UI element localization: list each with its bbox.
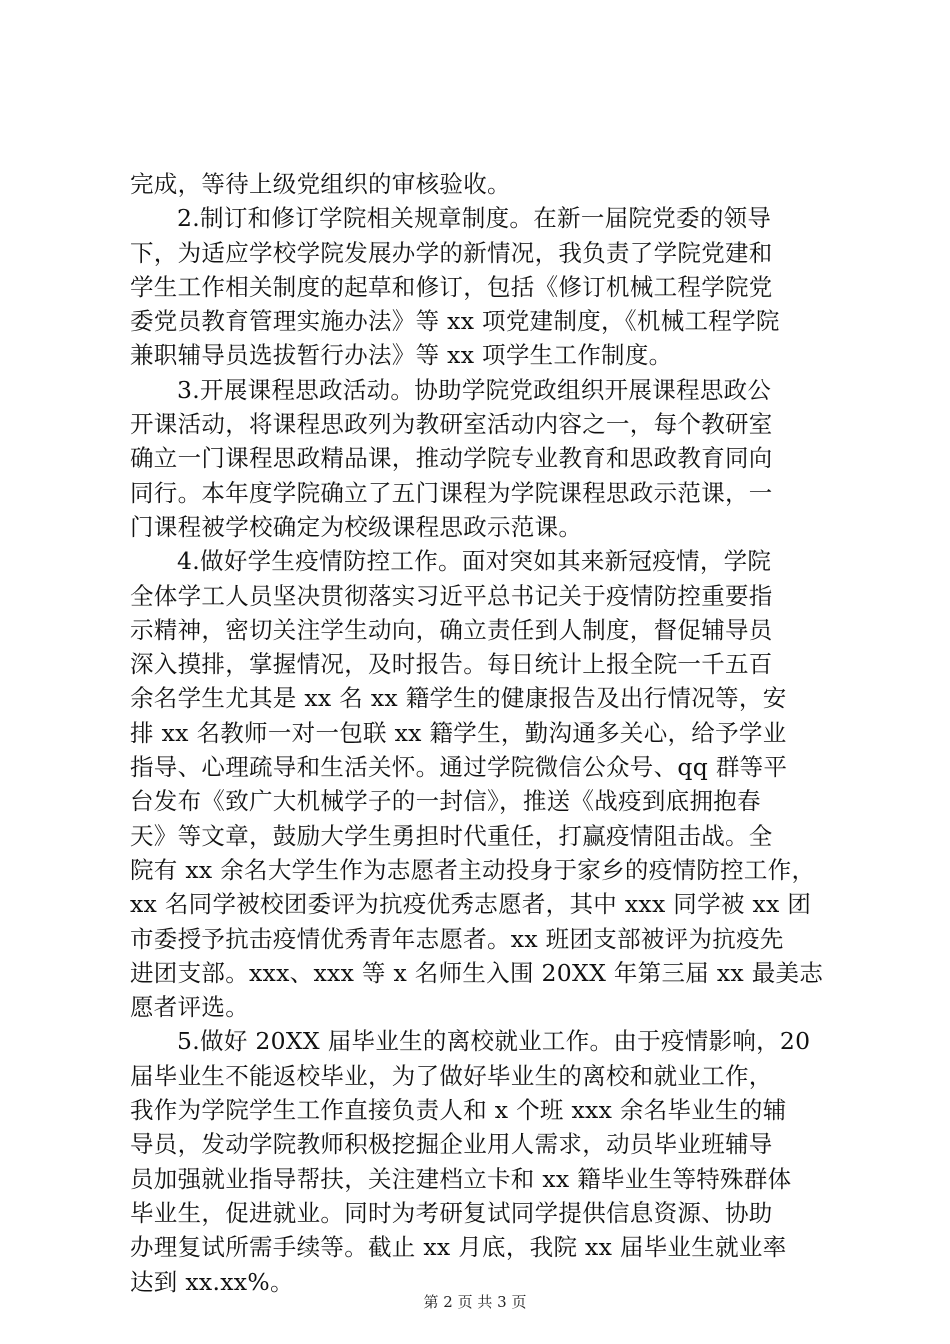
text-line: 届毕业生不能返校毕业，为了做好毕业生的离校和就业工作， [130,1061,773,1090]
text-line: 门课程被学校确定为校级课程思政示范课。 [130,512,583,541]
text-line: 委党员教育管理实施办法》等 xx 项党建制度，《机械工程学院 [130,307,780,336]
text-line: 我作为学院学生工作直接负责人和 x 个班 xxx 余名毕业生的辅 [130,1096,787,1125]
text-line: 毕业生，促进就业。同时为考研复试同学提供信息资源、协助 [130,1198,773,1227]
text-line: 全体学工人员坚决贯彻落实习近平总书记关于疫情防控重要指 [130,581,773,610]
text-line: 排 xx 名教师一对一包联 xx 籍学生，勤沟通多关心，给予学业 [130,718,787,747]
text-line: 院有 xx 余名大学生作为志愿者主动投身于家乡的疫情防控工作， [130,855,816,884]
text-line: 兼职辅导员选拔暂行办法》等 xx 项学生工作制度。 [130,341,673,370]
text-line: xx 名同学被校团委评为抗疫优秀志愿者，其中 xxx 同学被 xx 团 [130,890,812,919]
text-line: 同行。本年度学院确立了五门课程为学院课程思政示范课，一 [130,478,773,507]
text-line: 达到 xx.xx%。 [130,1267,294,1296]
paragraph-3-start: 3.开展课程思政活动。协助学院党政组织开展课程思政公 [177,375,772,404]
text-line: 愿者评选。 [130,993,249,1022]
text-line: 办理复试所需手续等。截止 xx 月底，我院 xx 届毕业生就业率 [130,1233,787,1262]
text-line: 完成，等待上级党组织的审核验收。 [130,170,511,198]
document-body [130,167,830,1299]
text-line: 示精神，密切关注学生动向，确立责任到人制度，督促辅导员 [130,615,773,644]
text-line: 开课活动，将课程思政列为教研室活动内容之一，每个教研室 [130,410,773,439]
page-number-footer: 第 2 页 共 3 页 [423,1293,527,1311]
text-line: 深入摸排，掌握情况，及时报告。每日统计上报全院一千五百 [130,650,773,679]
text-line: 学生工作相关制度的起草和修订，包括《修订机械工程学院党 [130,272,773,301]
text-line: 确立一门课程思政精品课，推动学院专业教育和思政教育同向 [130,444,773,473]
text-line: 余名学生尤其是 xx 名 xx 籍学生的健康报告及出行情况等，安 [130,684,787,713]
text-line: 市委授予抗击疫情优秀青年志愿者。xx 班团支部被评为抗疫先 [130,924,784,953]
paragraph-5-start: 5.做好 20XX 届毕业生的离校就业工作。由于疫情影响，20 [177,1027,811,1056]
text-line: 天》等文章，鼓励大学生勇担时代重任，打赢疫情阻击战。全 [130,821,773,850]
text-line: 下，为适应学校学院发展办学的新情况，我负责了学院党建和 [130,238,773,267]
paragraph-2-start: 2.制订和修订学院相关规章制度。在新一届院党委的领导 [177,204,772,233]
paragraph-4-start: 4.做好学生疫情防控工作。面对突如其来新冠疫情，学院 [177,547,772,576]
text-line: 指导、心理疏导和生活关怀。通过学院微信公众号、qq 群等平 [130,753,788,782]
text-line: 进团支部。xxx、xxx 等 x 名师生入围 20XX 年第三届 xx 最美志 [130,958,824,987]
text-line: 台发布《致广大机械学子的一封信》，推送《战疫到底拥抱春 [130,787,761,816]
text-line: 员加强就业指导帮扶，关注建档立卡和 xx 籍毕业生等特殊群体 [130,1164,792,1193]
text-line: 导员，发动学院教师积极挖掘企业用人需求，动员毕业班辅导 [130,1130,773,1159]
